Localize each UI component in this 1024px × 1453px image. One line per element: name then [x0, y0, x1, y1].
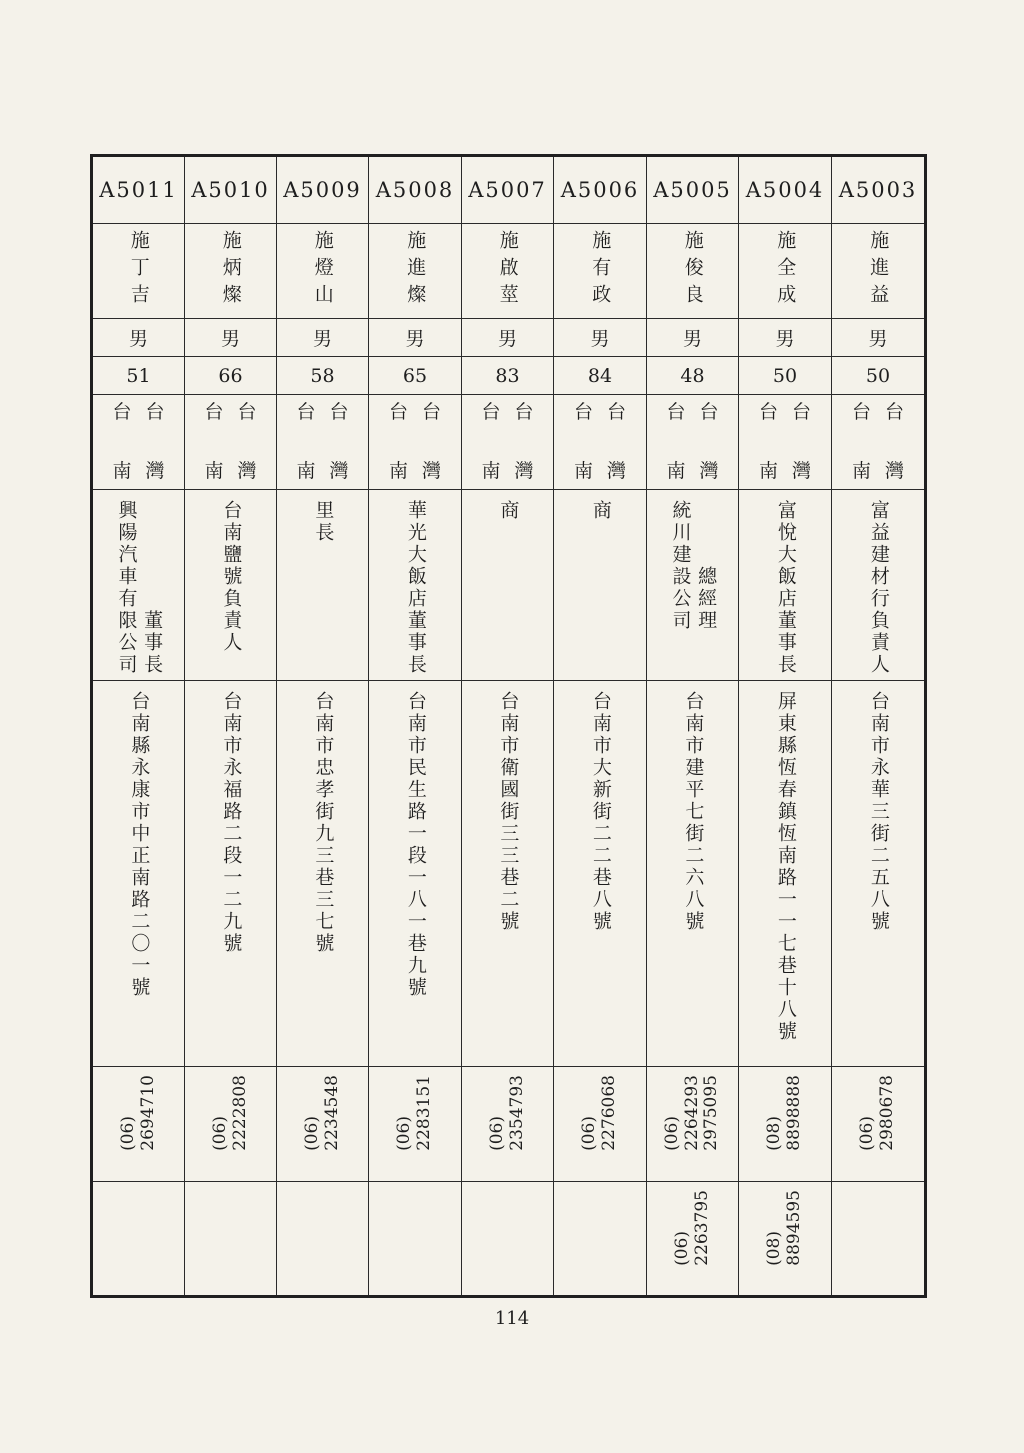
- member-title-cell: [369, 490, 462, 681]
- member-address-cell: [647, 681, 739, 1067]
- member-name: 施燈山: [311, 230, 334, 311]
- member-name: 施全成: [774, 230, 797, 311]
- member-address: 台南縣永康市中正南路二〇一號: [128, 691, 151, 999]
- member-address-cell: [185, 681, 277, 1067]
- member-age-cell: [369, 357, 462, 395]
- member-age-cell: [277, 357, 369, 395]
- member-phone-line: 2980678: [877, 1075, 897, 1151]
- member-phone-cell: [832, 1067, 926, 1182]
- member-address: 屏東縣恆春鎮恆南路一一七巷十八號: [774, 691, 797, 1043]
- member-origin: [739, 403, 831, 481]
- member-phone-line: 2222808: [229, 1075, 250, 1151]
- member-phone2-line: (08): [764, 1230, 785, 1266]
- member-sex-cell: [92, 319, 185, 357]
- member-code-cell: [832, 156, 926, 224]
- member-phone2-line: 8894595: [784, 1190, 804, 1266]
- origin-char: 台: [388, 401, 408, 423]
- member-code: A5008: [375, 178, 455, 202]
- row-title: [92, 490, 926, 681]
- origin-left: [389, 403, 408, 481]
- member-address-cell: [832, 681, 926, 1067]
- member-address: 台南市忠孝街九三巷三七號: [312, 691, 335, 955]
- origin-left: [296, 403, 315, 481]
- member-code: A5005: [653, 178, 732, 202]
- origin-char: 南: [204, 460, 224, 482]
- member-address-cell: [462, 681, 554, 1067]
- member-title-cell: [185, 490, 277, 681]
- member-name: 施進益: [867, 230, 890, 311]
- member-sex-cell: [739, 319, 832, 357]
- origin-char: 南: [851, 460, 871, 482]
- member-title-line: 富悅大飯店董事長: [774, 500, 797, 676]
- member-origin: [369, 403, 461, 481]
- member-code-cell: [185, 156, 277, 224]
- member-age: 84: [587, 364, 613, 387]
- origin-char: 台: [422, 401, 442, 423]
- origin-char: 灣: [885, 460, 905, 482]
- member-age: 66: [218, 364, 243, 387]
- member-phone-cell: [277, 1067, 369, 1182]
- member-age: 65: [402, 364, 428, 387]
- member-name-cell: [92, 224, 185, 319]
- row-code: [92, 156, 926, 224]
- member-origin-cell: [185, 395, 277, 490]
- member-phone-line: 2354793: [506, 1075, 527, 1151]
- member-origin-cell: [739, 395, 832, 490]
- member-title-line: 里長: [312, 500, 335, 544]
- member-name: 施進燦: [404, 230, 427, 311]
- member-age-cell: [462, 357, 554, 395]
- origin-right: [422, 403, 441, 481]
- member-code-cell: [739, 156, 832, 224]
- member-name-cell: [462, 224, 554, 319]
- member-address: 台南市建平七街二六八號: [682, 691, 705, 933]
- row-phone1: [92, 1067, 926, 1182]
- member-origin-cell: [277, 395, 369, 490]
- member-age-cell: [832, 357, 926, 395]
- origin-char: 台: [792, 401, 812, 423]
- member-address: 台南市永華三街二五八號: [867, 691, 890, 933]
- member-title-line: 台南鹽號負責人: [220, 500, 243, 654]
- member-origin-cell: [369, 395, 462, 490]
- member-name-cell: [185, 224, 277, 319]
- origin-char: 台: [607, 401, 627, 423]
- member-sex-cell: [277, 319, 369, 357]
- member-origin-cell: [92, 395, 185, 490]
- origin-char: 灣: [145, 460, 165, 482]
- member-phone-line: (06): [662, 1115, 683, 1151]
- origin-right: [607, 403, 626, 481]
- origin-char: 灣: [422, 460, 442, 482]
- member-name-cell: [739, 224, 832, 319]
- origin-right: [146, 403, 165, 481]
- member-phone-cell: [185, 1067, 277, 1182]
- member-title-cell: [739, 490, 832, 681]
- member-title-cell: [92, 490, 185, 681]
- member-code: A5006: [560, 178, 640, 202]
- member-phone-cell: [92, 1067, 185, 1182]
- member-sex-cell: [185, 319, 277, 357]
- member-title-line: 商: [589, 500, 612, 522]
- origin-char: 灣: [514, 460, 534, 482]
- member-phone2-cell: [647, 1182, 739, 1297]
- member-sex: 男: [775, 328, 795, 350]
- origin-char: 灣: [792, 460, 812, 482]
- member-code: A5003: [838, 178, 918, 202]
- member-phone-line: 2694710: [137, 1075, 158, 1151]
- member-code: A5009: [283, 178, 362, 202]
- origin-char: 南: [388, 460, 408, 482]
- member-phone2-line: 2263795: [691, 1190, 712, 1266]
- member-sex: 男: [128, 328, 148, 350]
- member-code-cell: [554, 156, 647, 224]
- member-phone-line: 2975095: [701, 1075, 722, 1151]
- member-address: 台南市民生路一段一八一巷九號: [404, 691, 427, 999]
- origin-char: 南: [481, 460, 501, 482]
- member-origin: [554, 403, 646, 481]
- member-name-cell: [832, 224, 926, 319]
- member-phone-line: (06): [301, 1115, 322, 1151]
- member-title-line: 董事長: [141, 610, 164, 676]
- member-origin: [277, 403, 368, 481]
- member-name: 施丁吉: [127, 230, 150, 311]
- member-address: 台南市永福路二段一二九號: [220, 691, 243, 955]
- origin-right: [885, 403, 904, 481]
- member-code: A5007: [468, 178, 547, 202]
- origin-left: [852, 403, 871, 481]
- member-title-line: 興陽汽車有限公司: [115, 500, 138, 676]
- member-origin-cell: [832, 395, 926, 490]
- member-age: 58: [310, 364, 335, 387]
- member-code-cell: [277, 156, 369, 224]
- member-origin: [647, 403, 738, 481]
- origin-right: [700, 403, 719, 481]
- origin-char: 灣: [237, 460, 257, 482]
- member-age: 48: [680, 364, 705, 387]
- member-phone2-cell: [739, 1182, 832, 1297]
- origin-char: 灣: [607, 460, 627, 482]
- origin-left: [574, 403, 593, 481]
- member-code-cell: [462, 156, 554, 224]
- origin-char: 南: [296, 460, 316, 482]
- member-origin-cell: [554, 395, 647, 490]
- page-number: 114: [494, 1308, 530, 1329]
- origin-right: [238, 403, 257, 481]
- member-name-cell: [277, 224, 369, 319]
- member-age: 83: [495, 364, 520, 387]
- member-address-cell: [277, 681, 369, 1067]
- member-sex: 男: [405, 328, 425, 350]
- member-phone2-cell: [554, 1182, 647, 1297]
- member-name: 施俊良: [681, 230, 704, 311]
- member-phone-line: (06): [857, 1115, 878, 1151]
- origin-char: 台: [666, 401, 686, 423]
- member-sex: 男: [682, 328, 702, 350]
- member-phone-cell: [647, 1067, 739, 1182]
- member-address-cell: [92, 681, 185, 1067]
- member-phone2-cell: [369, 1182, 462, 1297]
- origin-left: [666, 403, 685, 481]
- member-phone-cell: [554, 1067, 647, 1182]
- origin-char: 台: [851, 401, 871, 423]
- member-code-cell: [92, 156, 185, 224]
- origin-char: 南: [758, 460, 778, 482]
- member-address-cell: [554, 681, 647, 1067]
- origin-char: 台: [573, 401, 593, 423]
- row-sex: [92, 319, 926, 357]
- member-phone-line: 8898888: [784, 1075, 804, 1151]
- member-phone-line: 2234548: [321, 1075, 342, 1151]
- member-code-cell: [647, 156, 739, 224]
- member-phone2-cell: [185, 1182, 277, 1297]
- row-origin: [92, 395, 926, 490]
- member-address-cell: [739, 681, 832, 1067]
- member-title-cell: [554, 490, 647, 681]
- origin-char: 台: [237, 401, 257, 423]
- member-title-line: 統川建設公司: [669, 500, 692, 632]
- member-code: A5011: [99, 178, 178, 202]
- origin-char: 台: [112, 401, 132, 423]
- member-phone-line: 2283151: [414, 1075, 434, 1151]
- origin-char: 南: [666, 460, 686, 482]
- member-phone2-line: (06): [671, 1230, 692, 1266]
- row-name: [92, 224, 926, 319]
- member-age: 50: [772, 364, 798, 387]
- member-phone-line: (06): [486, 1115, 507, 1151]
- member-age-cell: [185, 357, 277, 395]
- member-sex: 男: [868, 328, 888, 350]
- member-origin: [185, 403, 276, 481]
- member-age-cell: [92, 357, 185, 395]
- origin-right: [515, 403, 534, 481]
- member-phone-cell: [369, 1067, 462, 1182]
- member-sex-cell: [369, 319, 462, 357]
- member-name: 施炳燦: [219, 230, 242, 311]
- origin-left: [481, 403, 500, 481]
- member-origin: [832, 403, 924, 481]
- member-phone-line: (06): [394, 1115, 415, 1151]
- origin-left: [112, 403, 131, 481]
- member-age-cell: [739, 357, 832, 395]
- member-phone-line: (06): [209, 1115, 230, 1151]
- row-age: [92, 357, 926, 395]
- member-origin-cell: [462, 395, 554, 490]
- member-name-cell: [369, 224, 462, 319]
- origin-char: 台: [204, 401, 224, 423]
- member-age: 50: [865, 364, 891, 387]
- member-roster-table: [90, 154, 927, 1298]
- member-code: A5004: [745, 178, 825, 202]
- origin-char: 台: [145, 401, 165, 423]
- member-name: 施有政: [589, 230, 612, 311]
- member-name: 施啟莖: [496, 230, 519, 311]
- member-name-cell: [647, 224, 739, 319]
- member-age: 51: [126, 364, 151, 387]
- origin-char: 台: [699, 401, 719, 423]
- member-age-cell: [554, 357, 647, 395]
- origin-char: 台: [514, 401, 534, 423]
- member-title-cell: [647, 490, 739, 681]
- member-sex: 男: [497, 328, 517, 350]
- origin-char: 台: [481, 401, 501, 423]
- member-sex-cell: [832, 319, 926, 357]
- member-title-line: 華光大飯店董事長: [404, 500, 427, 676]
- origin-char: 南: [573, 460, 593, 482]
- member-origin: [462, 403, 553, 481]
- member-phone2-cell: [462, 1182, 554, 1297]
- member-title-cell: [832, 490, 926, 681]
- member-sex: 男: [312, 328, 332, 350]
- origin-char: 南: [112, 460, 132, 482]
- origin-left: [759, 403, 778, 481]
- member-sex-cell: [647, 319, 739, 357]
- origin-right: [330, 403, 349, 481]
- member-phone2-cell: [92, 1182, 185, 1297]
- member-title-line: 富益建材行負責人: [867, 500, 890, 676]
- row-address: [92, 681, 926, 1067]
- origin-char: 台: [296, 401, 316, 423]
- origin-char: 灣: [329, 460, 349, 482]
- member-origin-cell: [647, 395, 739, 490]
- member-age-cell: [647, 357, 739, 395]
- origin-char: 台: [329, 401, 349, 423]
- member-phone-line: (06): [579, 1115, 600, 1151]
- member-code: A5010: [191, 178, 270, 202]
- member-address: 台南市衛國街三三巷二號: [497, 691, 520, 933]
- member-name-cell: [554, 224, 647, 319]
- member-phone-cell: [462, 1067, 554, 1182]
- member-address: 台南市大新街二二巷八號: [589, 691, 612, 933]
- member-phone-line: 2276068: [599, 1075, 619, 1151]
- member-title-line: 總經理: [695, 566, 718, 632]
- member-sex-cell: [462, 319, 554, 357]
- member-phone2-cell: [832, 1182, 926, 1297]
- row-phone2: [92, 1182, 926, 1297]
- origin-char: 灣: [699, 460, 719, 482]
- origin-char: 台: [758, 401, 778, 423]
- member-title-line: 商: [497, 500, 520, 522]
- member-phone-line: (06): [117, 1115, 138, 1151]
- origin-right: [792, 403, 811, 481]
- member-title-cell: [277, 490, 369, 681]
- member-address-cell: [369, 681, 462, 1067]
- member-phone2-cell: [277, 1182, 369, 1297]
- member-code-cell: [369, 156, 462, 224]
- origin-left: [204, 403, 223, 481]
- member-sex: 男: [590, 328, 610, 350]
- member-phone-cell: [739, 1067, 832, 1182]
- member-origin: [93, 403, 184, 481]
- member-phone-line: (08): [764, 1115, 785, 1151]
- origin-char: 台: [885, 401, 905, 423]
- member-phone-line: 2264293: [681, 1075, 702, 1151]
- member-title-cell: [462, 490, 554, 681]
- member-sex-cell: [554, 319, 647, 357]
- member-sex: 男: [220, 328, 240, 350]
